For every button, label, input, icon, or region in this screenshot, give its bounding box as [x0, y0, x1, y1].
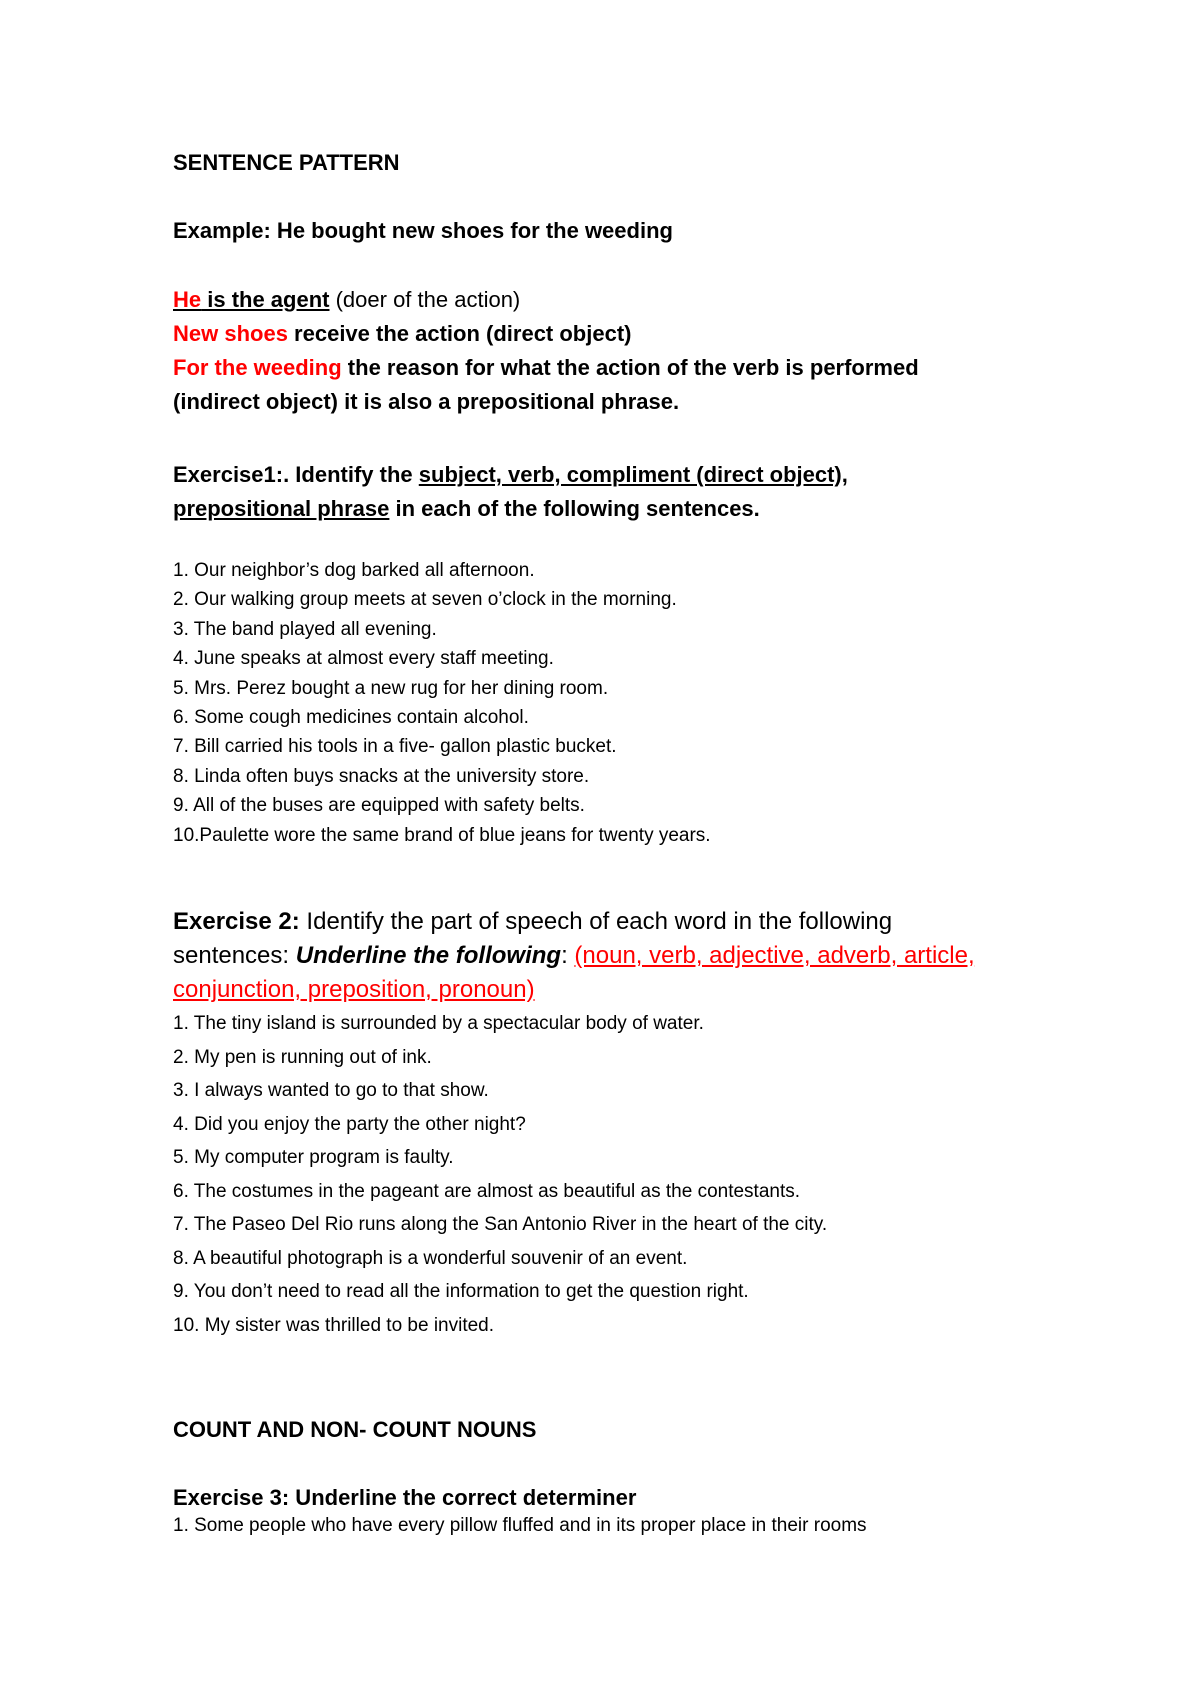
- exercise2-heading-line2: [173, 942, 975, 970]
- direct-object-line: [173, 321, 631, 347]
- exercise1-heading-line2: [173, 496, 760, 522]
- list-item: 4. Did you enjoy the party the other night?: [173, 1113, 526, 1135]
- exercise3-item-1: 1. Some people who have every pillow fluffed and in its proper place in their rooms: [173, 1515, 867, 1536]
- agent-line: [173, 287, 520, 313]
- exercise2-colon: :: [561, 942, 575, 969]
- list-item: 1. The tiny island is surrounded by a spectacular body of water.: [173, 1013, 704, 1034]
- weeding-term: For the weeding: [173, 355, 342, 380]
- exercise2-parts-of-speech-1: (noun, verb, adjective, adverb, article,: [574, 942, 975, 969]
- example-sentence: Example: He bought new shoes for the weeding: [173, 218, 673, 243]
- exercise2-text2: sentences:: [173, 942, 296, 969]
- reason-line: [173, 355, 919, 381]
- list-item: 5. My computer program is faulty.: [173, 1147, 454, 1168]
- shoes-term: New shoes: [173, 321, 288, 346]
- list-item: 6. The costumes in the pageant are almost as beautiful as the contestants.: [173, 1180, 801, 1202]
- list-item: 2. Our walking group meets at seven o’clock in the morning.: [173, 589, 677, 611]
- list-item: 8. A beautiful photograph is a wonderful souvenir of an event.: [173, 1247, 688, 1269]
- exercise2-parts-of-speech-2: conjunction, preposition, pronoun): [173, 976, 535, 1003]
- exercise1-underlined-terms: subject, verb, compliment (direct object),: [418, 462, 848, 487]
- list-item: 2. My pen is running out of ink.: [173, 1046, 432, 1068]
- list-item: 5. Mrs. Perez bought a new rug for her dining room.: [173, 677, 609, 699]
- agent-desc: is the agent: [201, 287, 330, 312]
- section-title-count-nouns: COUNT AND NON- COUNT NOUNS: [173, 1417, 537, 1442]
- exercise1-heading-line1: [173, 462, 848, 488]
- exercise2-italic: Underline the following: [295, 942, 562, 969]
- list-item: 8. Linda often buys snacks at the university store.: [173, 765, 590, 787]
- agent-term: He: [173, 287, 202, 312]
- list-item: 4. June speaks at almost every staff meeting.: [173, 648, 554, 670]
- exercise1-prepositional-phrase: prepositional phrase: [173, 496, 390, 521]
- agent-tail: (doer of the action): [329, 287, 521, 312]
- list-item: 10. My sister was thrilled to be invited.: [173, 1314, 495, 1336]
- list-item: 7. Bill carried his tools in a five- gallon plastic bucket.: [173, 736, 617, 758]
- exercise2-heading-line1: [173, 908, 892, 936]
- list-item: 6. Some cough medicines contain alcohol.: [173, 706, 529, 728]
- exercise1-rest: in each of the following sentences.: [389, 496, 760, 521]
- list-item: 10.Paulette wore the same brand of blue jeans for twenty years.: [173, 824, 711, 846]
- list-item: 1. Our neighbor’s dog barked all afternoon.: [173, 560, 535, 581]
- exercise1-label: Exercise1:. Identify the: [173, 462, 419, 487]
- exercise2-heading-line3: [173, 976, 535, 1004]
- list-item: 9. All of the buses are equipped with safety belts.: [173, 795, 585, 817]
- exercise2-label: Exercise 2:: [173, 908, 300, 935]
- indirect-object-line: (indirect object) it is also a prepositional phrase.: [173, 389, 680, 414]
- exercise3-heading: Exercise 3: Underline the correct determiner: [173, 1485, 637, 1510]
- list-item: 9. You don’t need to read all the information to get the question right.: [173, 1281, 749, 1302]
- list-item: 7. The Paseo Del Rio runs along the San Antonio River in the heart of the city.: [173, 1214, 828, 1235]
- exercise2-list: [173, 1013, 827, 1348]
- shoes-desc: receive the action (direct object): [287, 321, 632, 346]
- section-title-sentence-pattern: SENTENCE PATTERN: [173, 150, 400, 175]
- exercise2-text1: Identify the part of speech of each word in the following: [299, 908, 893, 935]
- exercise1-list: [173, 560, 711, 854]
- list-item: 3. The band played all evening.: [173, 618, 437, 640]
- weeding-desc: the reason for what the action of the verb is performed: [341, 355, 919, 380]
- list-item: 3. I always wanted to go to that show.: [173, 1080, 489, 1101]
